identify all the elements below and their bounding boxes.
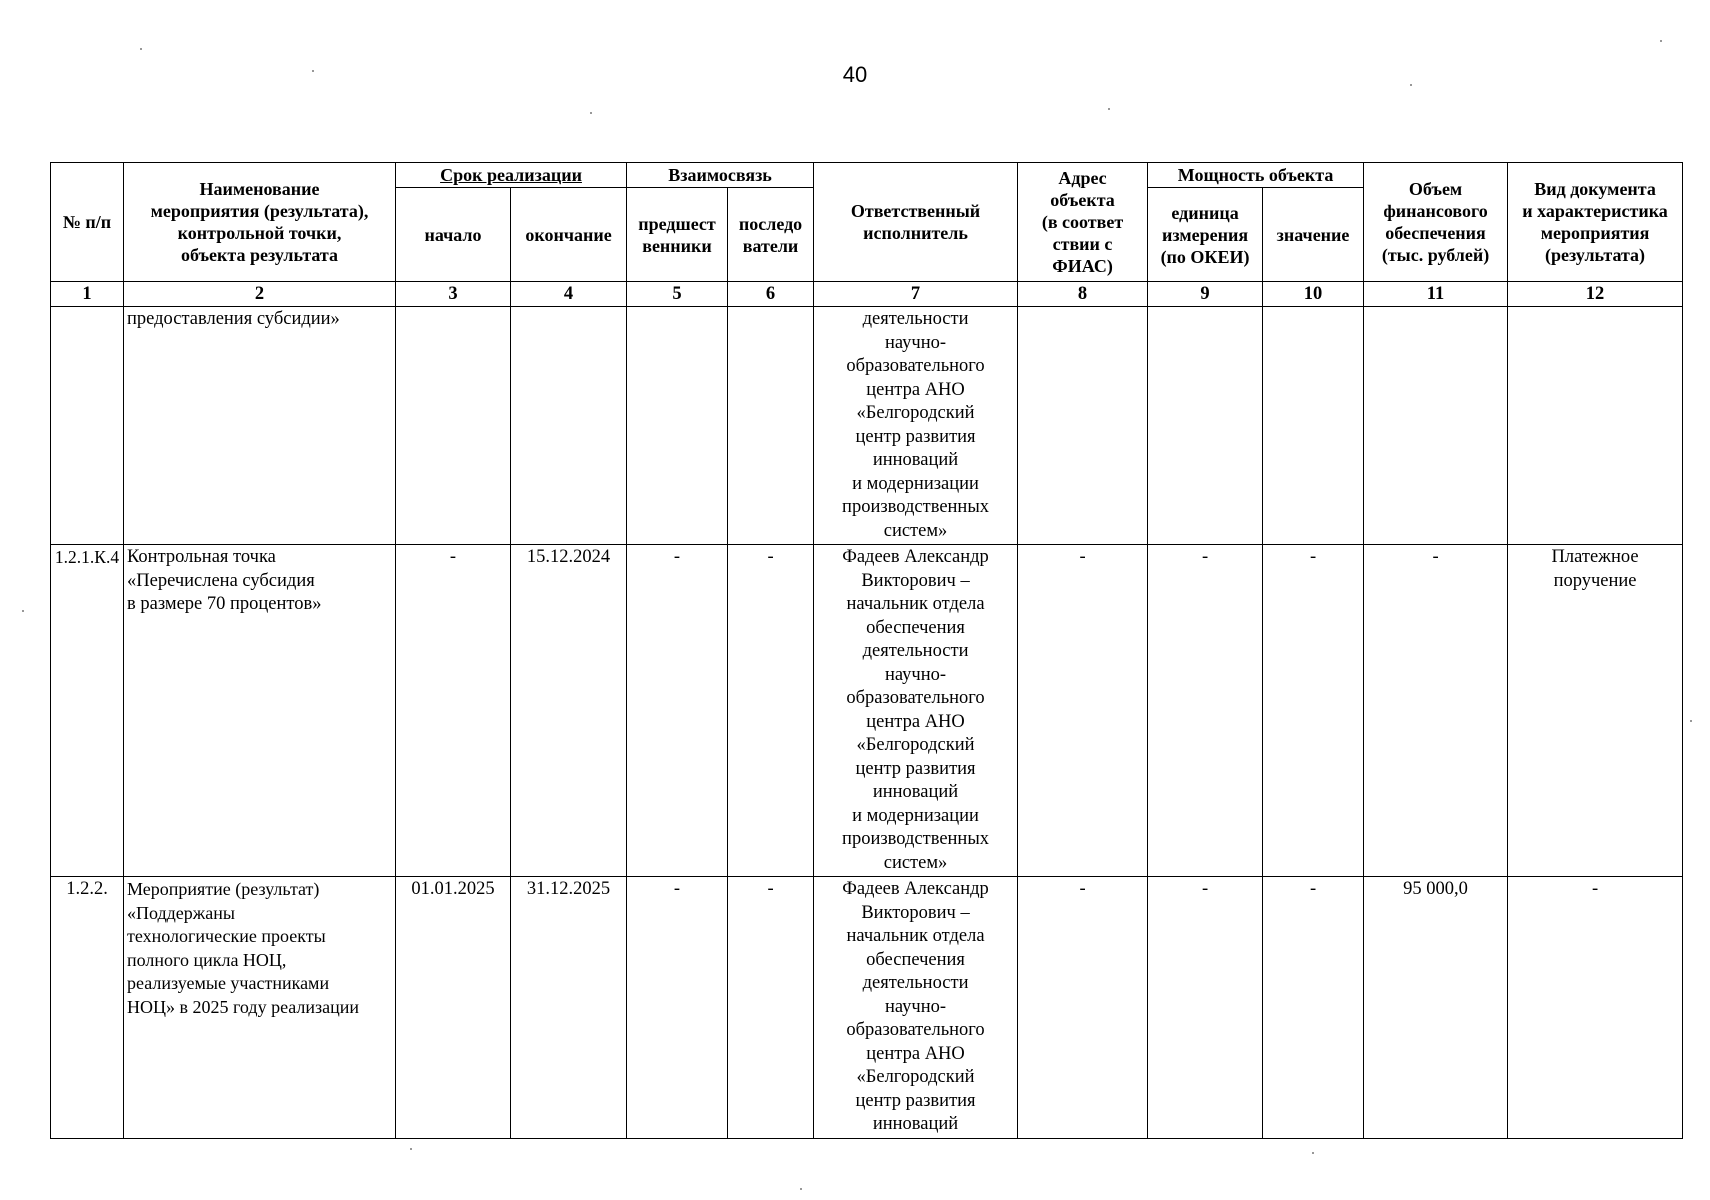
text-line: деятельности — [862, 973, 969, 993]
header-name — [124, 163, 396, 282]
row-succ: - — [728, 545, 814, 877]
text-line: - — [1591, 879, 1599, 899]
column-number: 8 — [1018, 282, 1148, 307]
header-value: значение — [1263, 188, 1364, 282]
column-number: 2 — [124, 282, 396, 307]
text-line: инноваций — [872, 782, 959, 802]
text-line: образовательного — [846, 688, 985, 708]
text-line: «Перечислена субсидия — [127, 570, 315, 591]
text-line: инноваций — [872, 1114, 959, 1134]
header-succ — [728, 188, 814, 282]
row-num — [51, 307, 124, 545]
text-line: последо — [738, 213, 803, 234]
text-line: объекта — [1050, 190, 1115, 210]
text-line: Контрольная точка — [127, 547, 276, 567]
text-line: научно- — [885, 996, 947, 1017]
text-line: ватели — [742, 235, 799, 256]
text-line: предоставления субсидии» — [127, 309, 340, 329]
text-line: НОЦ» в 2025 году реализации — [127, 996, 360, 1017]
text-line: финансового — [1383, 201, 1488, 221]
column-number: 7 — [814, 282, 1018, 307]
activity-table — [50, 162, 1683, 1139]
text-line: Мероприятие (результат) — [127, 879, 320, 899]
text-line: «Белгородский — [856, 403, 975, 423]
text-line: Объем — [1408, 179, 1463, 199]
text-line: центра АНО — [866, 711, 965, 732]
header-unit — [1148, 188, 1263, 282]
text-line: инноваций — [872, 450, 959, 470]
text-line: единица — [1171, 202, 1239, 223]
column-number: 11 — [1364, 282, 1508, 307]
text-line: научно- — [885, 332, 947, 353]
row-num: 1.2.2. — [51, 877, 124, 1139]
text-line: ствии с — [1052, 234, 1113, 254]
column-number: 4 — [511, 282, 627, 307]
header-address — [1018, 163, 1148, 282]
text-line: центра АНО — [866, 379, 965, 400]
scan-speck — [590, 112, 592, 114]
header-doctype — [1508, 163, 1683, 282]
header-capacity: Мощность объекта — [1148, 163, 1364, 188]
scan-speck — [1660, 40, 1662, 42]
text-line: деятельности — [862, 309, 969, 329]
text-line: Адрес — [1058, 168, 1107, 188]
text-line: (по ОКЕИ) — [1160, 246, 1250, 267]
scan-speck — [1312, 1152, 1314, 1154]
text-line: (результата) — [1545, 245, 1646, 265]
text-line: обеспечения — [1385, 223, 1486, 243]
scan-speck — [800, 1188, 802, 1190]
header-pred — [627, 188, 728, 282]
text-line: полного цикла НОЦ, — [127, 949, 287, 970]
scan-speck — [140, 48, 142, 50]
text-line: «Белгородский — [856, 1067, 975, 1087]
text-line: Платежное — [1551, 547, 1639, 567]
row-unit: - — [1148, 545, 1263, 877]
text-line: объекта результата — [181, 245, 338, 265]
row-doctype — [1508, 545, 1683, 877]
row-name — [124, 545, 396, 877]
row-doctype — [1508, 307, 1683, 545]
text-line: образовательного — [846, 1020, 985, 1040]
header-term-start: начало — [396, 188, 511, 282]
text-line: и модернизации — [852, 805, 979, 826]
row-unit — [1148, 307, 1263, 545]
row-finance: - — [1364, 545, 1508, 877]
scan-speck — [312, 70, 314, 72]
row-responsible — [814, 877, 1018, 1139]
header-finance — [1364, 163, 1508, 282]
row-num: 1.2.1.К.4 — [51, 545, 124, 877]
scan-speck — [22, 610, 24, 612]
row-start: 01.01.2025 — [396, 877, 511, 1139]
text-line: венники — [642, 235, 712, 256]
header-responsible — [814, 163, 1018, 282]
header-term-end: окончание — [511, 188, 627, 282]
text-line: Фадеев Александр — [842, 547, 989, 567]
row-responsible — [814, 545, 1018, 877]
row-end: 15.12.2024 — [511, 545, 627, 877]
text-line: начальник отдела — [846, 594, 985, 614]
row-address: - — [1018, 877, 1148, 1139]
column-number: 12 — [1508, 282, 1683, 307]
header-num: № п/п — [51, 163, 124, 282]
text-line: систем» — [883, 852, 948, 873]
text-line: (в соответ — [1041, 212, 1124, 232]
column-number: 10 — [1263, 282, 1364, 307]
text-line: начальник отдела — [846, 926, 985, 946]
scan-speck — [1108, 108, 1110, 110]
text-line: Вид документа — [1534, 179, 1656, 199]
row-end: 31.12.2025 — [511, 877, 627, 1139]
row-finance — [1364, 307, 1508, 545]
text-line: Фадеев Александр — [842, 879, 989, 899]
row-value: - — [1263, 545, 1364, 877]
column-number: 9 — [1148, 282, 1263, 307]
row-name — [124, 307, 396, 545]
row-pred: - — [627, 545, 728, 877]
text-line: центр развития — [855, 426, 976, 447]
row-succ: - — [728, 877, 814, 1139]
text-line: научно- — [885, 664, 947, 685]
text-line: технологические проекты — [127, 926, 326, 946]
row-value: - — [1263, 877, 1364, 1139]
row-address: - — [1018, 545, 1148, 877]
text-line: и модернизации — [852, 473, 979, 494]
text-line: и характеристика — [1522, 201, 1668, 221]
scan-speck — [410, 1148, 412, 1150]
row-unit: - — [1148, 877, 1263, 1139]
text-line: мероприятия — [1540, 223, 1650, 243]
row-responsible — [814, 307, 1018, 545]
page-number: 40 — [842, 62, 868, 87]
row-succ — [728, 307, 814, 545]
text-line: образовательного — [846, 356, 985, 376]
row-name — [124, 877, 396, 1139]
text-line: Наименование — [199, 179, 320, 199]
text-line: поручение — [1553, 570, 1637, 591]
header-relation: Взаимосвязь — [627, 163, 814, 188]
text-line: деятельности — [862, 641, 969, 661]
text-line: производственных — [842, 497, 990, 517]
text-line: «Белгородский — [856, 735, 975, 755]
text-line: «Поддержаны — [127, 902, 235, 923]
text-line: обеспечения — [866, 617, 965, 638]
row-finance: 95 000,0 — [1364, 877, 1508, 1139]
text-line: систем» — [883, 520, 948, 541]
row-value — [1263, 307, 1364, 545]
column-number: 5 — [627, 282, 728, 307]
text-line: Викторович – — [861, 902, 970, 923]
text-line: Ответственный — [850, 201, 981, 221]
text-line: (тыс. рублей) — [1381, 245, 1490, 265]
table-row — [51, 545, 1683, 877]
table-row — [51, 877, 1683, 1139]
row-start — [396, 307, 511, 545]
table-row — [51, 307, 1683, 545]
text-line: реализуемые участниками — [127, 973, 330, 993]
row-pred: - — [627, 877, 728, 1139]
row-end — [511, 307, 627, 545]
text-line: Викторович – — [861, 570, 970, 591]
text-line: центра АНО — [866, 1043, 965, 1064]
row-pred — [627, 307, 728, 545]
text-line: ФИАС) — [1052, 256, 1113, 276]
text-line: мероприятия (результата), — [150, 201, 369, 221]
text-line: в размере 70 процентов» — [127, 594, 322, 614]
row-address — [1018, 307, 1148, 545]
text-line: контрольной точки, — [177, 223, 342, 243]
row-start: - — [396, 545, 511, 877]
column-number: 3 — [396, 282, 511, 307]
column-number: 1 — [51, 282, 124, 307]
scan-speck — [1690, 720, 1692, 722]
header-term: Срок реализации — [396, 163, 627, 188]
text-line: производственных — [842, 829, 990, 849]
column-numbers-row — [51, 282, 1683, 307]
scan-speck — [1410, 84, 1412, 86]
text-line: измерения — [1161, 224, 1249, 245]
text-line: центр развития — [855, 758, 976, 779]
text-line: обеспечения — [866, 949, 965, 970]
column-number: 6 — [728, 282, 814, 307]
text-line: исполнитель — [863, 223, 968, 243]
text-line: центр развития — [855, 1090, 976, 1111]
row-doctype — [1508, 877, 1683, 1139]
text-line: предшест — [638, 213, 716, 234]
